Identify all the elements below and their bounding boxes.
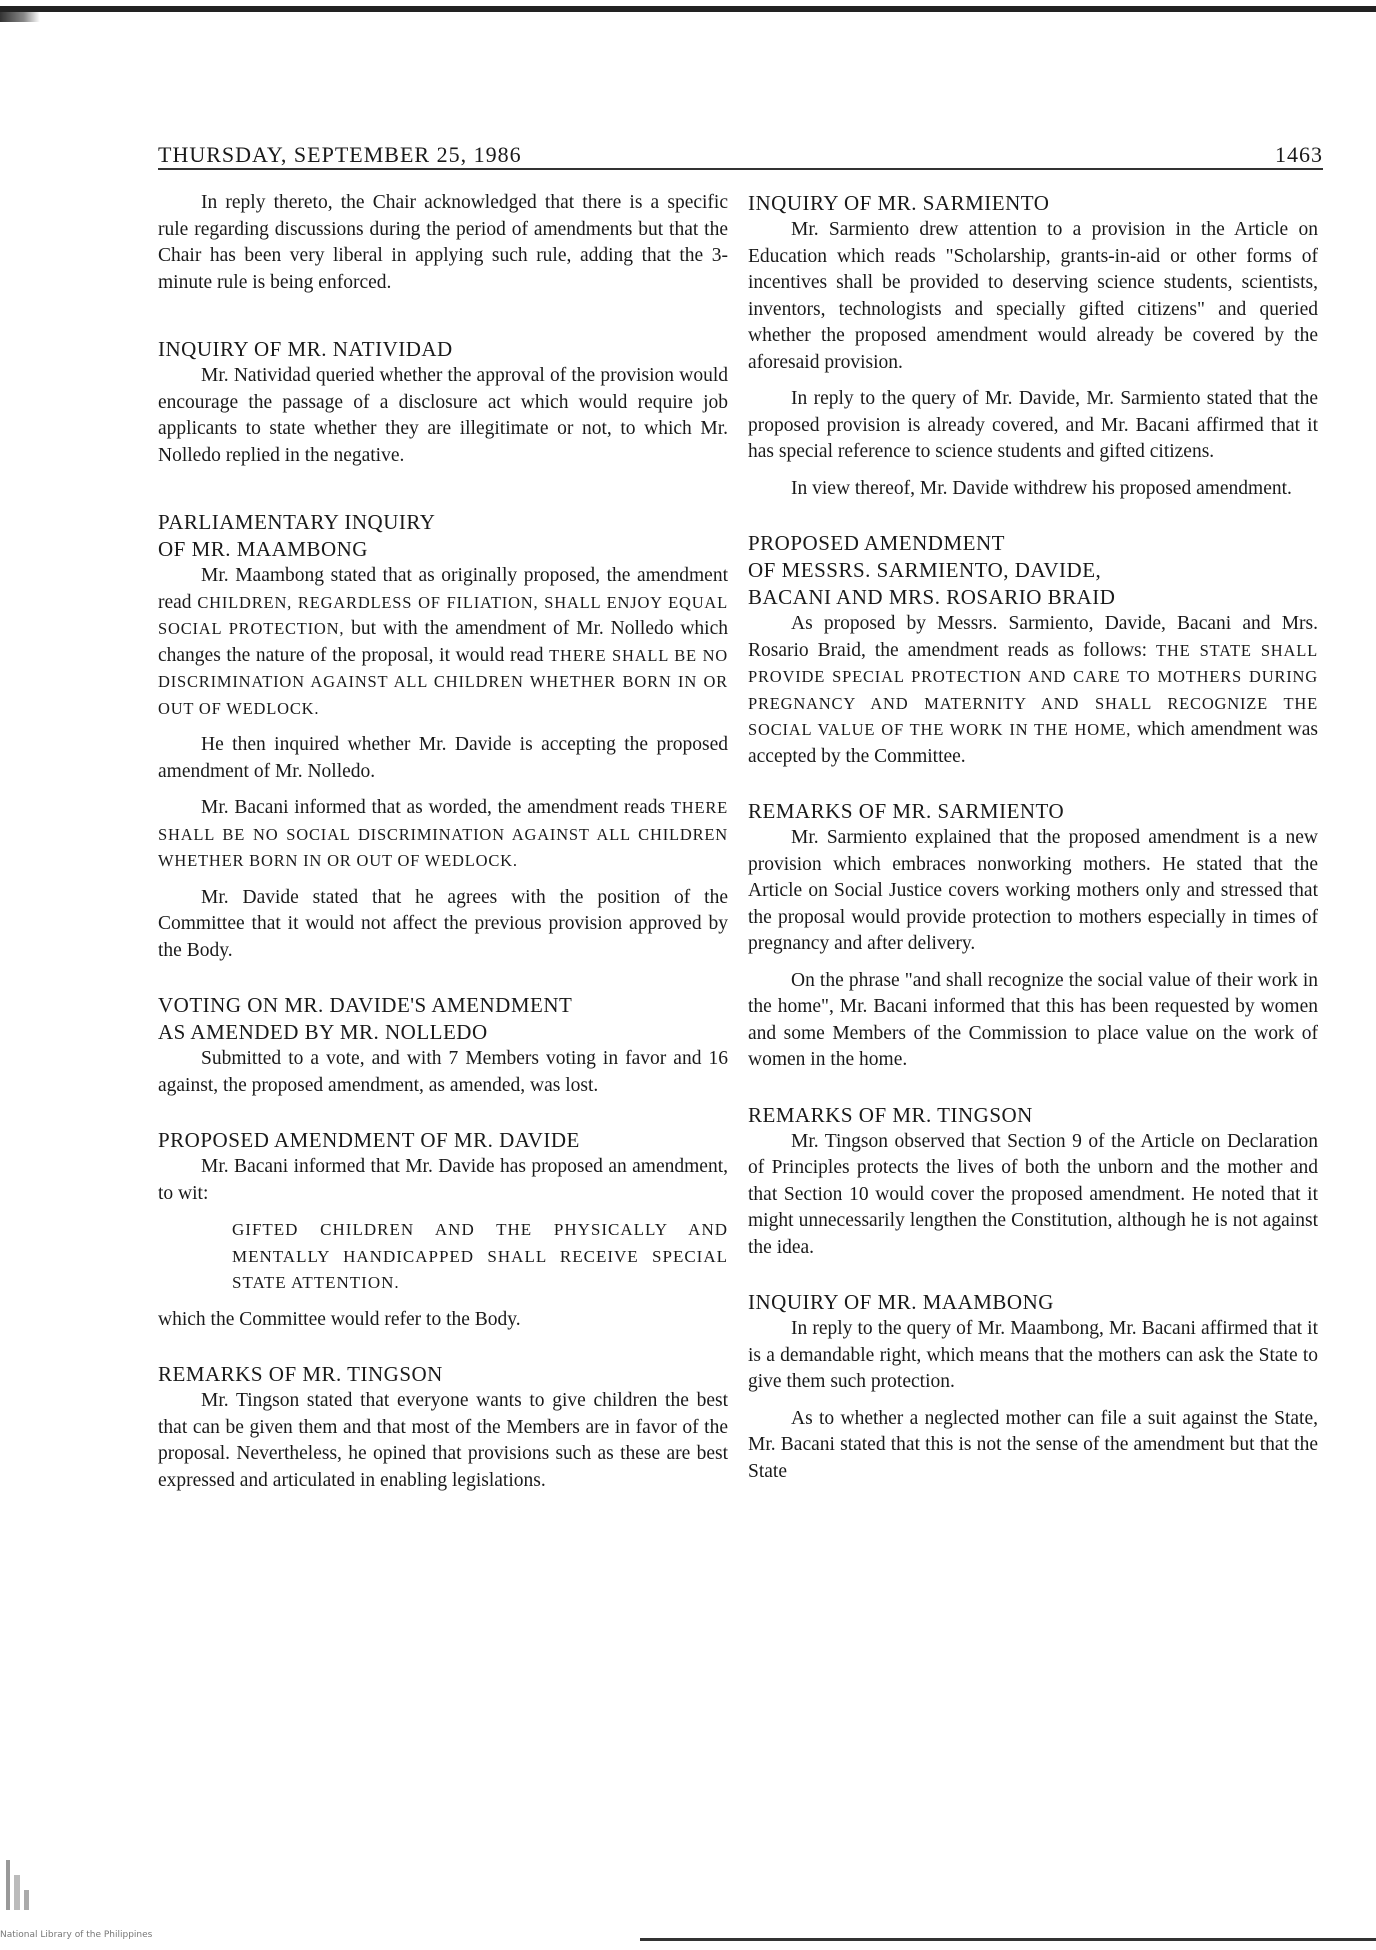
paragraph: Mr. Tingson observed that Section 9 of the Article on Declaration of Principles protects the lives of both the unborn and the mother and that Section 10 would cover the proposed amendment. He noted that it might unnecessarily lengthen the Constitution, although he is not against the idea.	[748, 1130, 1318, 1258]
paragraph: In reply thereto, the Chair acknowledged that there is a specific rule regarding discussions during the period of amendments but that the Chair has been very liberal in applying such rule, adding that the 3-minute rule is being enforced.	[158, 192, 728, 293]
section-heading: INQUIRY OF MR. MAAMBONG	[748, 1290, 1054, 1314]
amendment-text: THE STATE SHALL PROVIDE SPECIAL PROTECTION AND CARE TO MOTHERS DURING PREGNANCY AND MATERNITY AND SHALL RECOGNIZE THE SOCIAL VALUE OF THE WORK IN THE HOME,	[748, 640, 1318, 739]
page-header	[158, 134, 1323, 170]
section-heading: REMARKS OF MR. TINGSON	[748, 1102, 1033, 1127]
section-heading: INQUIRY OF MR. SARMIENTO	[748, 191, 1050, 215]
paragraph: Mr. Davide stated that he agrees with the position of the Committee that it would not affect the previous provision approved by the Body.	[158, 886, 728, 961]
amendment-text: CHILDREN, REGARDLESS OF FILIATION, SHALL ENJOY EQUAL SOCIAL PROTECTION,	[158, 592, 729, 638]
section-heading: INQUIRY OF MR. NATIVIDAD	[158, 337, 453, 361]
scan-bottom-edge	[640, 1938, 1376, 1941]
paragraph: As to whether a neglected mother can file a suit against the State, Mr. Bacani stated that this is not the sense of the amendment but that the State	[748, 1407, 1318, 1482]
amendment-text: THERE SHALL BE NO DISCRIMINATION AGAINST ALL CHILDREN WHETHER BORN IN OR OUT OF WEDLOCK.	[158, 645, 729, 718]
heading-line: PARLIAMENTARY INQUIRY	[158, 510, 436, 534]
heading-line: BACANI AND MRS. ROSARIO BRAID	[748, 585, 1116, 609]
heading-line: PROPOSED AMENDMENT	[748, 531, 1005, 555]
paragraph	[748, 611, 1318, 770]
right-column	[748, 190, 1318, 1495]
heading-line: OF MESSRS. SARMIENTO, DAVIDE,	[748, 558, 1102, 582]
paragraph: In view thereof, Mr. Davide withdrew his proposed amendment.	[791, 477, 1292, 499]
paragraph: In reply to the query of Mr. Davide, Mr. Sarmiento stated that the proposed provision is already covered, and Mr. Bacani affirmed that it has special reference to science students and gifted citizens.	[748, 388, 1318, 462]
paragraph: In reply to the query of Mr. Maambong, Mr. Bacani affirmed that it is a demandable right, which means that the mothers can ask the State to give them such protection.	[748, 1318, 1318, 1392]
paragraph: On the phrase "and shall recognize the social value of their work in the home", Mr. Bacani informed that this has been requested by women and some Members of the Commission to place value on the work of women in the home.	[748, 969, 1318, 1070]
heading-line: VOTING ON MR. DAVIDE'S AMENDMENT	[158, 993, 573, 1017]
text-run: but with the amendment of Mr. Nolledo which changes the nature of the proposal, it would read	[158, 618, 729, 666]
section-heading: REMARKS OF MR. SARMIENTO	[748, 799, 1065, 823]
scan-top-edge	[0, 6, 1376, 12]
heading-line: AS AMENDED BY MR. NOLLEDO	[158, 1020, 488, 1044]
paragraph	[158, 563, 728, 722]
quoted-amendment: GIFTED CHILDREN AND THE PHYSICALLY AND MENTALLY HANDICAPPED SHALL RECEIVE SPECIAL STATE ATTENTION.	[232, 1220, 728, 1292]
section-heading: REMARKS OF MR. TINGSON	[158, 1362, 443, 1386]
header-date: THURSDAY, SEPTEMBER 25, 1986	[158, 142, 522, 167]
paragraph: He then inquired whether Mr. Davide is accepting the proposed amendment of Mr. Nolledo.	[158, 734, 728, 782]
library-stamp: National Library of the Philippines	[0, 1930, 153, 1940]
paragraph: Mr. Natividad queried whether the approval of the provision would encourage the passage of a disclosure act which would require job applicants to state whether they are illegitimate or not, to which Mr. Nolledo replied in the negative.	[158, 365, 728, 466]
section-heading	[158, 992, 728, 1046]
text-run: which amendment was accepted by the Committee.	[748, 719, 1318, 767]
text-run: Mr. Maambong stated that as originally proposed, the amendment read	[158, 565, 728, 613]
paragraph	[158, 795, 728, 875]
paragraph: Mr. Sarmiento explained that the proposed amendment is a new provision which embraces nonworking mothers. He stated that the Article on Social Justice covers working mothers only and stressed that the proposal would provide protection to mothers especially in times of pregnancy and after delivery.	[748, 827, 1318, 954]
section-heading: PROPOSED AMENDMENT OF MR. DAVIDE	[158, 1128, 580, 1152]
scan-artifact-icon	[0, 1820, 38, 1920]
paragraph: Submitted to a vote, and with 7 Members voting in favor and 16 against, the proposed amendment, as amended, was lost.	[158, 1048, 728, 1096]
paragraph: Mr. Bacani informed that Mr. Davide has proposed an amendment, to wit:	[158, 1156, 728, 1204]
amendment-text: THERE SHALL BE NO SOCIAL DISCRIMINATION AGAINST ALL CHILDREN WHETHER BORN IN OR OUT OF WEDLOCK.	[158, 798, 729, 870]
paragraph: Mr. Tingson stated that everyone wants to give children the best that can be given them and that most of the Members are in favor of the proposal. Nevertheless, he opined that provisions such as these are best expressed and articulated in enabling legislations.	[158, 1390, 728, 1491]
paragraph: Mr. Sarmiento drew attention to a provision in the Article on Education which reads "Scholarship, grants-in-aid or other forms of incentives shall be provided to deserving science students, scientists, inventors, technologists and specially gifted citizens" and queried whether the proposed amendment would already be covered by the aforesaid provision.	[748, 219, 1318, 373]
paragraph: which the Committee would refer to the Body.	[158, 1308, 521, 1330]
heading-line: OF MR. MAAMBONG	[158, 537, 368, 561]
section-heading	[158, 509, 728, 563]
page-number: 1463	[1275, 142, 1323, 167]
text-run: Mr. Bacani informed that as worded, the amendment reads	[201, 797, 666, 818]
text-run: As proposed by Messrs. Sarmiento, Davide, Bacani and Mrs. Rosario Braid, the amendment reads as follows:	[748, 613, 1318, 661]
left-column	[158, 190, 728, 1504]
section-heading	[748, 530, 1318, 611]
